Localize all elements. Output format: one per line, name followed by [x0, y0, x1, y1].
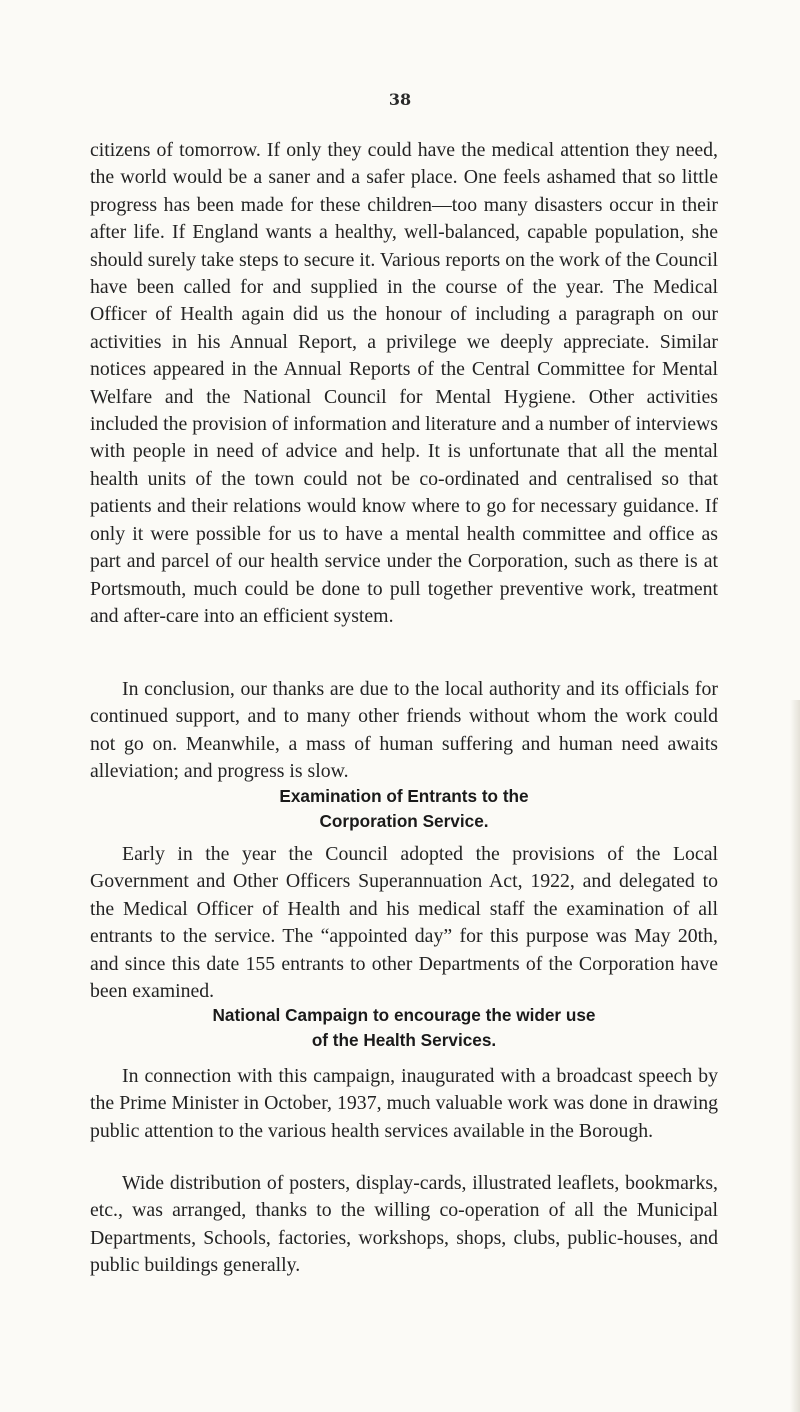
heading-line: Corporation Service. — [319, 811, 489, 831]
body-paragraph-continued — [90, 137, 718, 630]
heading-line: of the Health Services. — [311, 1030, 497, 1050]
heading-line: National Campaign to encourage the wider use — [212, 1005, 596, 1025]
section-heading-examination — [90, 784, 718, 834]
page-number: 38 — [388, 90, 412, 109]
section-paragraph-campaign-intro — [90, 1063, 718, 1145]
section-paragraph-campaign-distribution — [90, 1170, 718, 1280]
paragraph-text: Early in the year the Council adopted the provisions of the Local Government and Other Officers Superannuation Act, 1922, and delegated to the Medical Officer of Health and his medical staff the examination of all entrants to the service. The “appointed day” for this purpose was May 20th, and since this date 155 entrants to other Departments of the Corporation have been examined. — [90, 843, 718, 1003]
paragraph-text: In conclusion, our thanks are due to the local authority and its officials for continued support, and to many other friends without whom the work could not go on. Meanwhile, a mass of human suffering and human need awaits alleviation; and progress is slow. — [90, 678, 718, 783]
body-paragraph-conclusion — [90, 676, 718, 786]
page-edge-shading — [790, 700, 800, 1412]
paragraph-text: In connection with this campaign, inaugurated with a broadcast speech by the Prime Minister in October, 1937, much valuable work was done in drawing public attention to the various health services available in the Borough. — [90, 1065, 718, 1142]
paragraph-text: citizens of tomorrow. If only they could have the medical attention they need, the world would be a saner and a safer place. One feels ashamed that so little progress has been made for these children—too many disasters occur in their after life. If England wants a healthy, well-balanced, capable population, she should surely take steps to secure it. Various reports on the work of the Council have been called for and supplied in the course of the year. The Medical Officer of Health again did us the honour of including a paragraph on our activities in his Annual Report, a privilege we deeply appreciate. Similar notices appeared in the Annual Reports of the Central Committee for Mental Welfare and the National Council for Mental Hygiene. Other activities included the provision of information and literature and a number of interviews with people in need of advice and help. It is unfortunate that all the mental health units of the town could not be co-ordinated and centralised so that patients and their relations would know where to go for necessary guidance. If only it were possible for us to have a mental health committee and office as part and parcel of our health service under the Corporation, such as there is at Portsmouth, much could be done to pull together preventive work, treatment and after-care into an efficient system. — [90, 139, 718, 627]
paragraph-text: Wide distribution of posters, display-cards, illustrated leaflets, bookmarks, etc., was arranged, thanks to the willing co-operation of all the Municipal Departments, Schools, factories, workshops, shops, clubs, public-houses, and public buildings generally. — [90, 1172, 718, 1277]
heading-line: Examination of Entrants to the — [279, 786, 529, 806]
section-heading-campaign — [90, 1003, 718, 1053]
section-paragraph-examination — [90, 841, 718, 1005]
